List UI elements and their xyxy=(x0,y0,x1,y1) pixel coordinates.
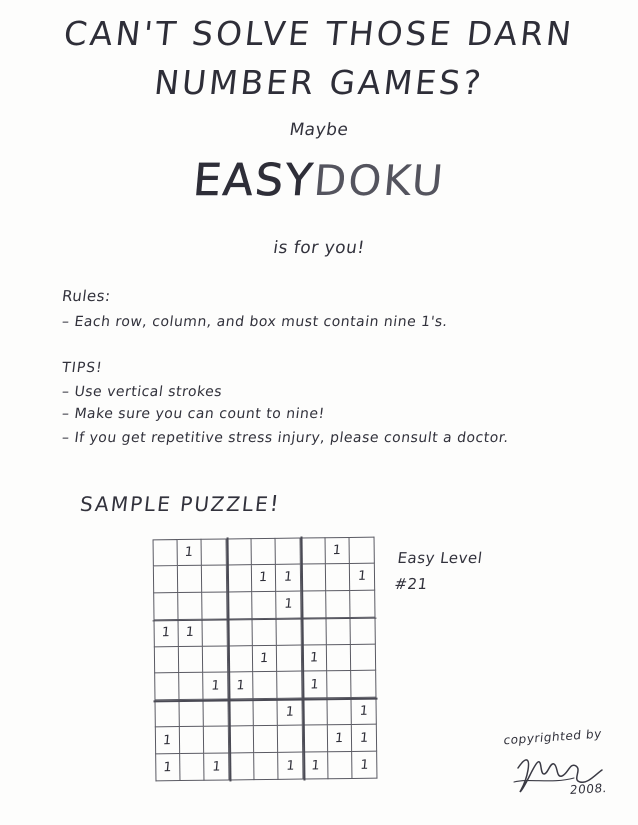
rules-heading: Rules: xyxy=(61,287,112,305)
sudoku-cell[interactable] xyxy=(178,593,203,620)
sudoku-cell[interactable] xyxy=(178,566,203,593)
sudoku-cell[interactable] xyxy=(303,725,328,752)
sudoku-cell[interactable] xyxy=(327,671,352,698)
sudoku-cell[interactable] xyxy=(204,700,229,727)
sudoku-cell[interactable] xyxy=(227,592,252,619)
sudoku-cell-value: 1 xyxy=(309,677,319,693)
sample-puzzle-heading xyxy=(79,492,282,517)
sudoku-cell-value: 1 xyxy=(334,730,345,746)
sudoku-cell[interactable] xyxy=(202,538,227,565)
sudoku-cell[interactable] xyxy=(350,564,375,591)
sudoku-cell[interactable] xyxy=(203,646,228,673)
sudoku-cell-value: 1 xyxy=(211,759,222,775)
sudoku-cell[interactable] xyxy=(302,672,327,699)
sudoku-cell[interactable] xyxy=(302,699,327,726)
sudoku-cell-value: 1 xyxy=(259,650,270,667)
sample-puzzle-exclamation: ! xyxy=(268,492,282,517)
tips-item-3: – If you get repetitive stress injury, please consult a doctor. xyxy=(61,430,510,446)
sudoku-cell[interactable] xyxy=(301,564,326,591)
signature-year: 2008. xyxy=(569,781,608,797)
sudoku-cell[interactable] xyxy=(178,619,203,646)
sudoku-cell[interactable] xyxy=(326,564,351,591)
sudoku-cell[interactable] xyxy=(252,565,277,592)
sudoku-cell-value: 1 xyxy=(184,544,195,560)
sudoku-cell[interactable] xyxy=(203,673,228,700)
sudoku-cell[interactable] xyxy=(155,754,180,781)
sudoku-cell[interactable] xyxy=(202,565,227,592)
puzzle-number: #21 xyxy=(393,574,429,593)
brand-easy: EASY xyxy=(191,155,317,206)
puzzle-level-label: Easy Level xyxy=(396,549,484,567)
brand-doku: DOKU xyxy=(311,156,447,205)
sudoku-cell[interactable] xyxy=(277,672,302,699)
sudoku-cell[interactable] xyxy=(326,591,351,618)
sudoku-cell[interactable] xyxy=(227,565,252,592)
sudoku-cell[interactable] xyxy=(301,537,326,564)
sudoku-cell[interactable] xyxy=(179,727,204,754)
sudoku-cell[interactable] xyxy=(302,645,327,672)
sudoku-cell[interactable] xyxy=(303,752,328,779)
sudoku-cell[interactable] xyxy=(277,618,302,645)
sudoku-cell[interactable] xyxy=(277,591,302,618)
sudoku-cell[interactable] xyxy=(326,618,351,645)
sudoku-cell[interactable] xyxy=(327,725,352,752)
sudoku-cell-value: 1 xyxy=(235,678,245,694)
sudoku-cell-value: 1 xyxy=(258,570,269,586)
tips-heading: TIPS! xyxy=(61,360,104,376)
sudoku-cell-value: 1 xyxy=(332,542,343,559)
sudoku-cell[interactable] xyxy=(229,726,254,753)
sudoku-cell-value: 1 xyxy=(359,730,369,746)
sudoku-cell[interactable] xyxy=(179,673,204,700)
sudoku-cell[interactable] xyxy=(153,593,178,620)
sudoku-cell[interactable] xyxy=(227,538,252,565)
sudoku-cell[interactable] xyxy=(276,538,301,565)
sudoku-cell[interactable] xyxy=(154,673,179,700)
sudoku-cell[interactable] xyxy=(253,726,278,753)
sudoku-cell[interactable] xyxy=(278,753,303,780)
tips-item-2: – Make sure you can count to nine! xyxy=(61,406,326,422)
sudoku-cell-value: 1 xyxy=(284,704,295,720)
sudoku-cell[interactable] xyxy=(325,537,350,564)
sudoku-cell[interactable] xyxy=(328,752,353,779)
sample-puzzle-label: SAMPLE PUZZLE xyxy=(78,492,272,516)
sudoku-cell[interactable] xyxy=(352,698,377,725)
sudoku-cell[interactable] xyxy=(179,700,204,727)
sudoku-cell[interactable] xyxy=(253,672,278,699)
sudoku-cell[interactable] xyxy=(228,699,253,726)
sudoku-cell[interactable] xyxy=(203,619,228,646)
sudoku-cell[interactable] xyxy=(327,698,352,725)
sudoku-cell[interactable] xyxy=(278,726,303,753)
sudoku-cell-value: 1 xyxy=(357,569,367,585)
sudoku-cell-value: 1 xyxy=(285,758,296,774)
maybe-text: Maybe xyxy=(288,120,350,140)
sudoku-cell[interactable] xyxy=(228,673,253,700)
sudoku-cell-value: 1 xyxy=(161,625,171,641)
sudoku-cell[interactable] xyxy=(154,620,179,647)
sudoku-cell[interactable] xyxy=(227,619,252,646)
sudoku-cell[interactable] xyxy=(155,700,180,727)
sudoku-cell[interactable] xyxy=(277,645,302,672)
sudoku-cell[interactable] xyxy=(153,539,178,566)
sudoku-cell[interactable] xyxy=(155,727,180,754)
sudoku-cell[interactable] xyxy=(203,592,228,619)
sudoku-cell[interactable] xyxy=(351,617,376,644)
sudoku-cell[interactable] xyxy=(301,618,326,645)
sudoku-cell[interactable] xyxy=(350,537,375,564)
sudoku-cell[interactable] xyxy=(352,752,377,779)
sudoku-cell[interactable] xyxy=(204,754,229,781)
sudoku-cell[interactable] xyxy=(253,699,278,726)
sudoku-cell[interactable] xyxy=(177,539,202,566)
tips-item-1: – Use vertical strokes xyxy=(61,384,224,400)
sudoku-cell[interactable] xyxy=(276,564,301,591)
sudoku-grid[interactable] xyxy=(153,537,378,782)
headline-line-2: NUMBER GAMES? xyxy=(152,63,486,102)
sudoku-cell[interactable] xyxy=(278,699,303,726)
sudoku-cell-value: 1 xyxy=(162,759,173,775)
sudoku-cell[interactable] xyxy=(351,590,376,617)
sudoku-cell-value: 1 xyxy=(308,650,319,666)
sudoku-cell[interactable] xyxy=(301,591,326,618)
sudoku-cell-value: 1 xyxy=(162,732,173,748)
sudoku-cell[interactable] xyxy=(254,753,279,780)
copyright-note: copyrighted by xyxy=(502,726,603,748)
sudoku-cell[interactable] xyxy=(326,644,351,671)
sudoku-cell[interactable] xyxy=(153,566,178,593)
sudoku-cell[interactable] xyxy=(229,753,254,780)
sudoku-cell[interactable] xyxy=(352,725,377,752)
sudoku-cell-value: 1 xyxy=(359,757,370,773)
sudoku-cell-value: 1 xyxy=(283,569,293,586)
sudoku-cell[interactable] xyxy=(180,754,205,781)
rules-item-1: – Each row, column, and box must contain nine 1's. xyxy=(61,314,449,330)
sudoku-cell-value: 1 xyxy=(185,624,195,641)
sudoku-cell[interactable] xyxy=(351,644,376,671)
tagline: is for you! xyxy=(271,238,367,258)
sudoku-grid-cells[interactable] xyxy=(153,537,378,782)
sudoku-cell[interactable] xyxy=(252,592,277,619)
sudoku-cell[interactable] xyxy=(252,645,277,672)
sudoku-cell-value: 1 xyxy=(283,596,294,612)
sudoku-cell[interactable] xyxy=(178,646,203,673)
sudoku-cell[interactable] xyxy=(252,619,277,646)
sudoku-cell[interactable] xyxy=(204,727,229,754)
puzzle-meta xyxy=(393,546,484,597)
headline-line-1: CAN'T SOLVE THOSE DARN xyxy=(62,14,576,53)
sudoku-cell-value: 1 xyxy=(310,757,320,774)
sudoku-cell[interactable] xyxy=(154,647,179,674)
sudoku-cell-value: 1 xyxy=(210,678,221,694)
brand-wordmark xyxy=(0,155,638,206)
sudoku-cell-value: 1 xyxy=(358,703,369,719)
sudoku-cell[interactable] xyxy=(351,671,376,698)
sudoku-cell[interactable] xyxy=(251,538,276,565)
sudoku-cell[interactable] xyxy=(228,646,253,673)
